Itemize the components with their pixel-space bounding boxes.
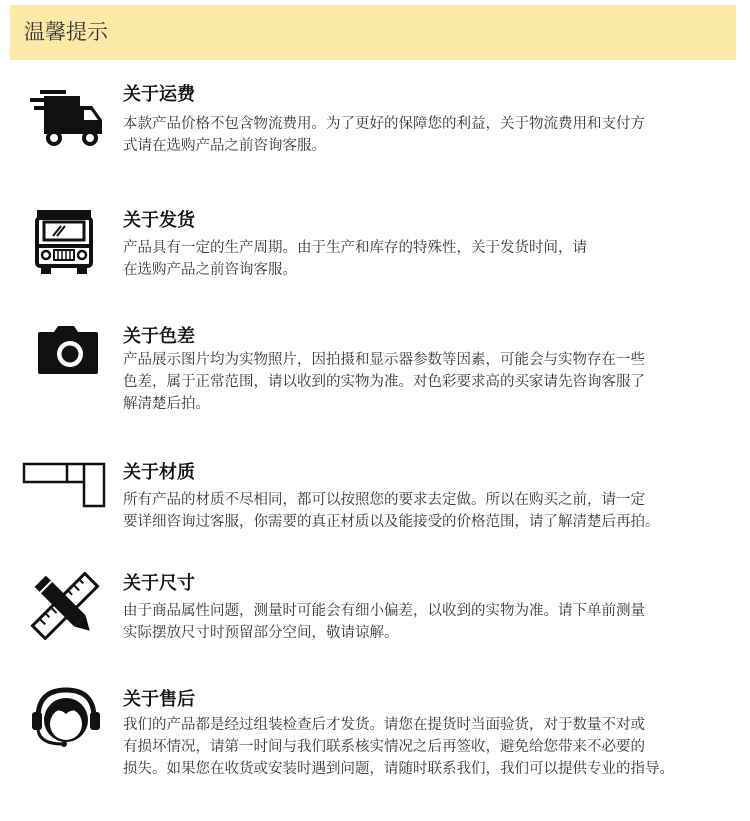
tip-description — [123, 349, 645, 415]
ruler-pencil-icon — [30, 572, 100, 640]
desc-line: 式请在选购产品之前咨询客服。 — [123, 138, 326, 154]
desc-line: 实际摆放尺寸时预留部分空间，敬请谅解。 — [123, 625, 399, 641]
tip-description — [123, 600, 645, 644]
tip-description — [123, 489, 660, 533]
desc-line: 我们的产品都是经过组装检查后才发货。请您在提货时当面验货，对于数量不对或 — [123, 717, 645, 733]
tip-description — [123, 113, 645, 157]
desc-line: 要详细咨询过客服，你需要的真正材质以及能接受的价格范围，请了解清楚后再拍。 — [123, 514, 660, 530]
desc-line: 产品展示图片均为实物照片，因拍摄和显示器参数等因素，可能会与实物存在一些 — [123, 352, 645, 368]
headset-agent-icon — [28, 686, 104, 752]
desc-line: 所有产品的材质不尽相同，都可以按照您的要求去定做。所以在购买之前，请一定 — [123, 492, 645, 508]
desc-line: 解清楚后拍。 — [123, 396, 210, 412]
tip-title: 关于发货 — [123, 210, 195, 231]
desc-line: 由于商品属性问题，测量时可能会有细小偏差，以收到的实物为准。请下单前测量 — [123, 603, 645, 619]
desc-line: 色差，属于正常范围，请以收到的实物为准。对色彩要求高的买家请先咨询客服了 — [123, 374, 645, 390]
tip-description — [123, 237, 587, 281]
tips-banner — [10, 5, 736, 60]
desc-line: 有损坏情况，请第一时间与我们联系核实情况之后再签收，避免给您带来不必要的 — [123, 739, 645, 755]
tip-title: 关于运费 — [123, 84, 195, 105]
tip-title: 关于尺寸 — [123, 573, 195, 594]
desc-line: 产品具有一定的生产周期。由于生产和库存的特殊性，关于发货时间，请 — [123, 240, 587, 256]
desc-line: 损失。如果您在收货或安装时遇到问题，请随时联系我们，我们可以提供专业的指导。 — [123, 761, 674, 777]
material-outline-icon — [22, 462, 106, 508]
banner-title: 温馨提示 — [24, 20, 108, 44]
desc-line: 本款产品价格不包含物流费用。为了更好的保障您的利益，关于物流费用和支付方 — [123, 116, 645, 132]
tip-title: 关于色差 — [123, 326, 195, 347]
bus-front-icon — [33, 208, 95, 276]
desc-line: 在选购产品之前咨询客服。 — [123, 262, 297, 278]
tip-description — [123, 714, 674, 780]
tip-title: 关于售后 — [123, 689, 195, 710]
truck-fast-icon — [28, 84, 104, 150]
camera-icon — [36, 326, 100, 374]
tip-title: 关于材质 — [123, 462, 195, 483]
